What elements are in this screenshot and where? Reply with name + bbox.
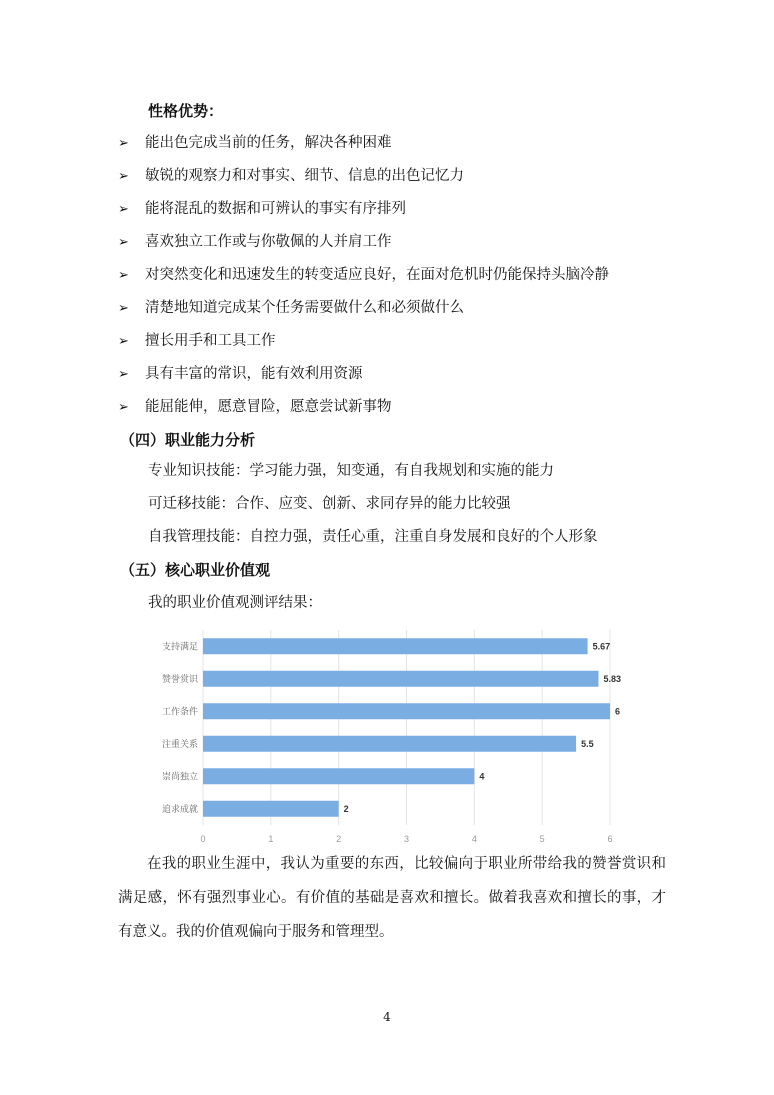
- list-item: ➢ 清楚地知道完成某个任务需要做什么和必须做什么: [118, 296, 464, 320]
- ability-line-self-management: 自我管理技能：自控力强，责任心重，注重自身发展和良好的个人形象: [148, 529, 598, 545]
- bar: [203, 671, 598, 687]
- category-label: 赞誉赏识: [161, 674, 198, 685]
- x-tick-label: 2: [336, 834, 342, 844]
- ability-line-professional: 专业知识技能：学习能力强，知变通，有自我规划和实施的能力: [148, 463, 554, 479]
- arrow-bullet-icon: ➢: [118, 400, 129, 415]
- values-conclusion: [118, 847, 666, 949]
- arrow-bullet-icon: ➢: [118, 202, 129, 217]
- x-tick-label: 5: [539, 834, 545, 844]
- bar: [203, 703, 610, 719]
- conclusion-paragraph: 在我的职业生涯中，我认为重要的东西，比较偏向于职业所带给我的赞誉赏识和满足感，怀有强烈事业心。有价值的基础是喜欢和擅长。做着我喜欢和擅长的事，才有意义。我的价值观偏向于服务和管理型。: [118, 856, 666, 940]
- data-label: 6: [615, 706, 621, 717]
- list-item: ➢ 喜欢独立工作或与你敬佩的人并肩工作: [118, 230, 392, 254]
- data-label: 5.83: [603, 673, 621, 684]
- ability-line-transferable: 可迁移技能：合作、应变、创新、求同存异的能力比较强: [148, 496, 511, 512]
- data-label: 5.67: [592, 641, 611, 652]
- section-4-title: （四）职业能力分析: [120, 431, 256, 449]
- category-label: 追求成就: [161, 804, 198, 815]
- x-tick-label: 6: [607, 834, 613, 844]
- list-item: ➢ 能屈能伸，愿意冒险，愿意尝试新事物: [118, 395, 392, 419]
- x-tick-label: 1: [268, 834, 274, 844]
- list-item: ➢ 能出色完成当前的任务，解决各种困难: [118, 131, 392, 155]
- page-number: 4: [383, 1010, 391, 1024]
- bar: [203, 801, 339, 817]
- x-tick-label: 0: [200, 834, 206, 844]
- values-intro: 我的职业价值观测评结果：: [148, 595, 322, 611]
- arrow-bullet-icon: ➢: [118, 136, 129, 151]
- bar: [203, 638, 588, 654]
- category-label: 支持满足: [161, 642, 198, 653]
- list-item: ➢ 对突然变化和迅速发生的转变适应良好，在面对危机时仍能保持头脑冷静: [118, 263, 609, 287]
- category-label: 注重关系: [161, 739, 198, 750]
- values-bar-chart: [160, 625, 640, 850]
- category-label: 崇尚独立: [161, 772, 198, 783]
- arrow-bullet-icon: ➢: [118, 334, 129, 349]
- arrow-bullet-icon: ➢: [118, 268, 129, 283]
- list-item: ➢ 敏锐的观察力和对事实、细节、信息的出色记忆力: [118, 164, 464, 188]
- list-item: ➢ 能将混乱的数据和可辨认的事实有序排列: [118, 197, 406, 221]
- bar: [203, 736, 576, 752]
- category-label: 工作条件: [161, 707, 198, 718]
- x-tick-label: 3: [403, 834, 410, 844]
- data-label: 4: [479, 771, 485, 782]
- data-label: 2: [343, 803, 349, 814]
- arrow-bullet-icon: ➢: [118, 301, 129, 316]
- arrow-bullet-icon: ➢: [118, 367, 129, 382]
- bar: [203, 768, 474, 784]
- list-item: ➢ 具有丰富的常识，能有效利用资源: [118, 362, 363, 386]
- strengths-title: 性格优势：: [148, 102, 224, 120]
- arrow-bullet-icon: ➢: [118, 169, 129, 184]
- data-label: 5.5: [581, 738, 594, 749]
- arrow-bullet-icon: ➢: [118, 235, 129, 250]
- list-item: ➢ 擅长用手和工具工作: [118, 329, 276, 353]
- x-tick-label: 4: [471, 834, 477, 844]
- section-5-title: （五）核心职业价值观: [120, 561, 271, 579]
